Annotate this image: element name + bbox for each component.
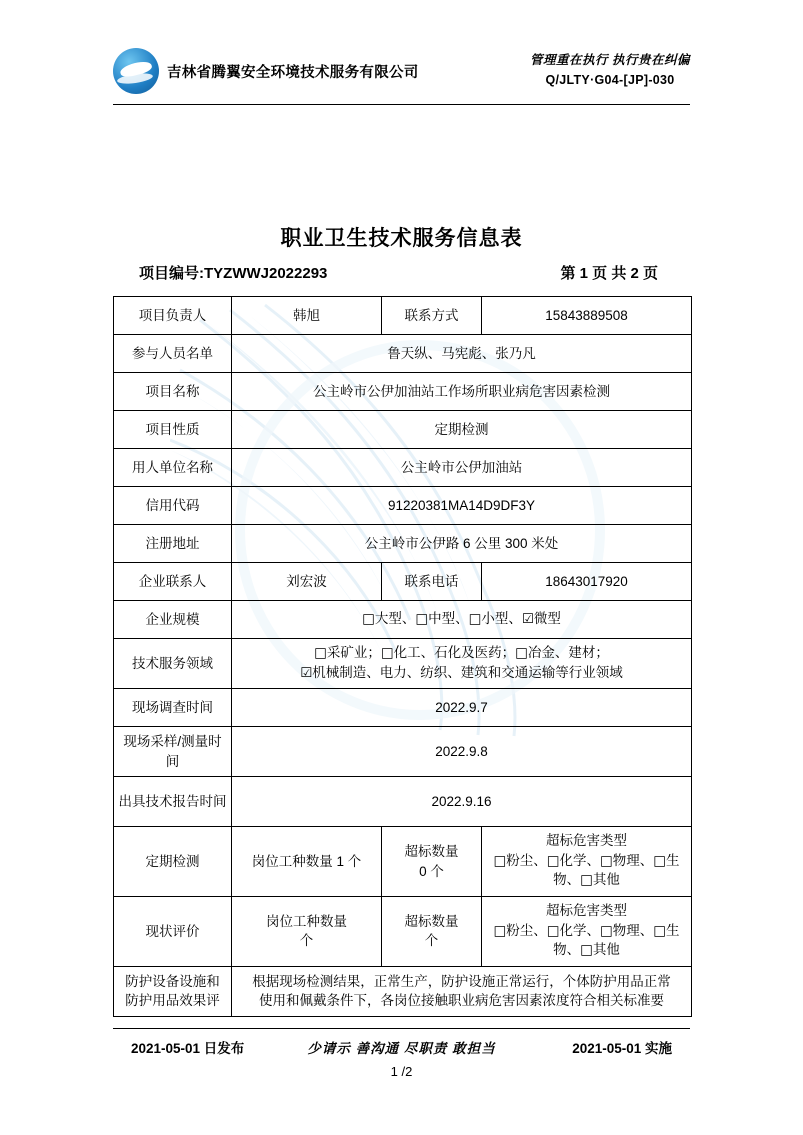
footer-effective-date: 2021-05-01 实施 (572, 1041, 672, 1056)
row-label-service-field: 技术服务领域 (114, 639, 232, 689)
info-table (113, 296, 692, 1017)
row-label-company-phone: 联系电话 (382, 563, 482, 601)
row-value-leader-name: 韩旭 (232, 297, 382, 335)
table-row (114, 449, 692, 487)
protection-text-line-2: 使用和佩戴条件下，各岗位接触职业病危害因素浓度符合相关标准要 (259, 993, 664, 1009)
page-info: 第 1 页 共 2 页 (560, 265, 658, 282)
table-row (114, 297, 692, 335)
document-header (113, 48, 690, 100)
protection-text-line-1: 根据现场检测结果，正常生产，防护设施正常运行，个体防护用品正常 (252, 973, 671, 989)
row-label-sampling-date: 现场采样/测量时间 (114, 727, 232, 777)
document-footer (113, 1028, 690, 1059)
row-value-sampling-date: 2022.9.8 (232, 727, 692, 777)
table-row (114, 487, 692, 525)
table-row (114, 335, 692, 373)
row-label-employer: 用人单位名称 (114, 449, 232, 487)
table-row (114, 411, 692, 449)
table-row (114, 563, 692, 601)
table-row (114, 966, 692, 1016)
table-row (114, 525, 692, 563)
page-title: 职业卫生技术服务信息表 (280, 227, 523, 250)
row-value-company-phone: 18643017920 (482, 563, 692, 601)
row-label-contact: 联系方式 (382, 297, 482, 335)
periodic-exceed-value: 0 个 (419, 863, 444, 879)
table-row (114, 689, 692, 727)
table-row (114, 827, 692, 897)
table-row (114, 777, 692, 827)
row-value-company-contact-name: 刘宏波 (232, 563, 382, 601)
row-label-credit-code: 信用代码 (114, 487, 232, 525)
page-number: 1 /2 (390, 1064, 413, 1079)
row-label-project-name: 项目名称 (114, 373, 232, 411)
status-hazard-line-2: 物、□其他 (553, 942, 620, 959)
table-row (114, 373, 692, 411)
row-label-protection-effect (114, 966, 232, 1016)
row-label-company-scale: 企业规模 (114, 601, 232, 639)
status-position-label: 岗位工种数量 (266, 913, 347, 929)
table-row (114, 601, 692, 639)
periodic-exceed-count (382, 827, 482, 897)
row-label-survey-date: 现场调查时间 (114, 689, 232, 727)
status-hazard-label: 超标危害类型 (546, 902, 627, 919)
row-value-service-field[interactable] (232, 639, 692, 689)
table-row (114, 896, 692, 966)
periodic-exceed-label: 超标数量 (404, 844, 459, 860)
project-number-value: TYZWWJ2022293 (204, 265, 328, 282)
row-value-company-scale[interactable]: □大型、□中型、□小型、☑微型 (232, 601, 692, 639)
row-label-periodic-detection: 定期检测 (114, 827, 232, 897)
status-hazard-types[interactable] (482, 896, 692, 966)
table-row (114, 727, 692, 777)
protection-label-line-1: 防护设备设施和 (125, 973, 220, 989)
project-number-label: 项目编号: (139, 265, 204, 282)
row-value-credit-code: 91220381MA14D9DF3Y (232, 487, 692, 525)
row-label-participants: 参与人员名单 (114, 335, 232, 373)
meta-row (113, 262, 690, 284)
status-position-count (232, 896, 382, 966)
row-label-project-nature: 项目性质 (114, 411, 232, 449)
protection-label-line-2: 防护用品效果评 (125, 993, 220, 1009)
row-value-survey-date: 2022.9.7 (232, 689, 692, 727)
header-slogan: 管理重在执行 执行贵在纠偏 (530, 53, 690, 67)
row-value-protection-effect (232, 966, 692, 1016)
company-name: 吉林省腾翼安全环境技术服务有限公司 (167, 64, 419, 81)
row-label-status-evaluation: 现状评价 (114, 896, 232, 966)
row-value-project-nature: 定期检测 (232, 411, 692, 449)
company-logo (113, 48, 419, 94)
periodic-hazard-label: 超标危害类型 (546, 833, 627, 850)
header-divider (113, 104, 690, 105)
header-doc-code: Q/JLTY·G04-[JP]-030 (545, 73, 675, 87)
row-value-participants: 鲁天纵、马宪彪、张乃凡 (232, 335, 692, 373)
footer-issue-date: 2021-05-01 日发布 (131, 1041, 245, 1056)
row-label-leader: 项目负责人 (114, 297, 232, 335)
row-value-project-name: 公主岭市公伊加油站工作场所职业病危害因素检测 (232, 373, 692, 411)
periodic-position-count: 岗位工种数量 1 个 (232, 827, 382, 897)
service-field-line-1: □采矿业；□化工、石化及医药；□冶金、建材； (314, 645, 609, 661)
row-value-report-date: 2022.9.16 (232, 777, 692, 827)
status-hazard-line-1: □粉尘、□化学、□物理、□生 (493, 922, 680, 939)
row-label-report-date: 出具技术报告时间 (114, 777, 232, 827)
project-number (139, 262, 327, 283)
status-exceed-count (382, 896, 482, 966)
row-label-address: 注册地址 (114, 525, 232, 563)
row-value-address: 公主岭市公伊路 6 公里 300 米处 (232, 525, 692, 563)
status-position-value: 个 (299, 933, 314, 949)
periodic-hazard-line-2: 物、□其他 (553, 872, 620, 889)
periodic-hazard-line-1: □粉尘、□化学、□物理、□生 (493, 852, 680, 869)
row-value-contact: 15843889508 (482, 297, 692, 335)
row-label-company-contact: 企业联系人 (114, 563, 232, 601)
periodic-hazard-types[interactable] (482, 827, 692, 897)
table-row (114, 639, 692, 689)
status-exceed-label: 超标数量 (404, 913, 459, 929)
header-right-block (530, 50, 690, 87)
footer-slogan: 少请示 善沟通 尽职责 敢担当 (307, 1041, 496, 1056)
status-exceed-value: 个 (424, 933, 439, 949)
row-value-employer: 公主岭市公伊加油站 (232, 449, 692, 487)
wave-logo-icon (113, 48, 159, 94)
service-field-line-2: ☑机械制造、电力、纺织、建筑和交通运输等行业领域 (300, 664, 623, 681)
